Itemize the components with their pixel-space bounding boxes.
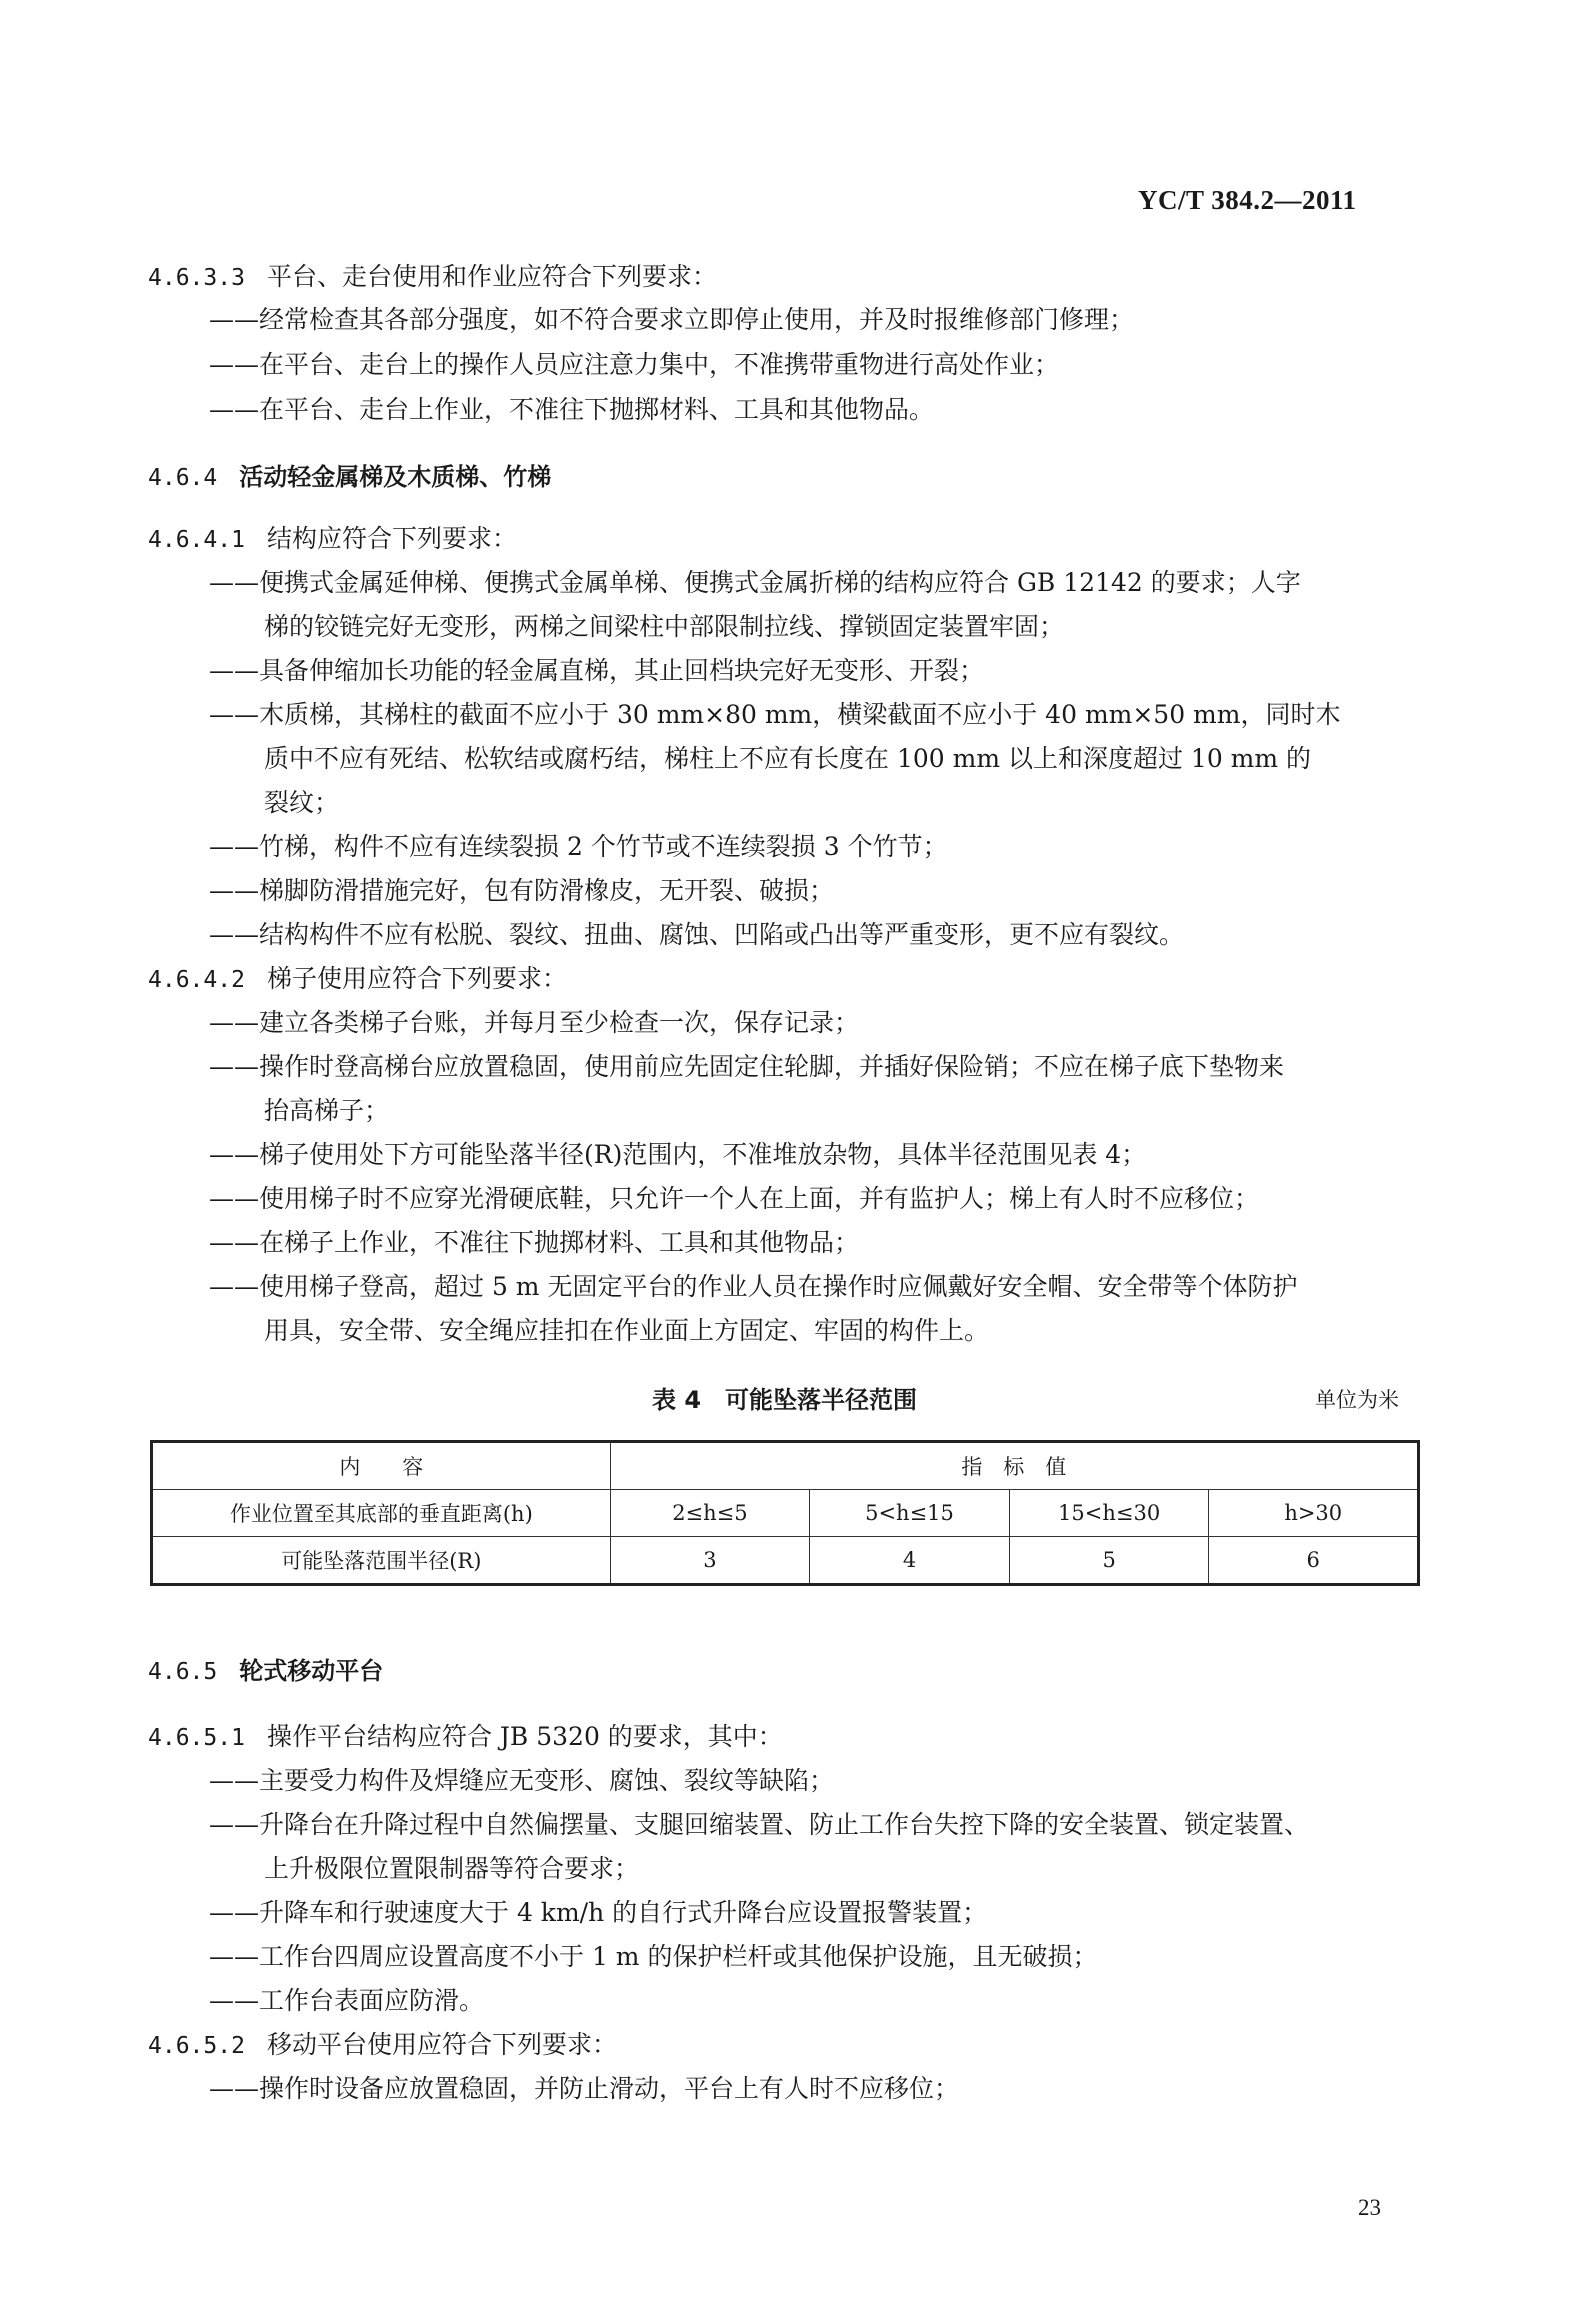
table-unit: 单位为米: [1315, 1388, 1399, 1412]
clause-4-6-4-2: [148, 964, 567, 995]
list-item: ——使用梯子时不应穿光滑硬底鞋，只允许一个人在上面，并有监护人；梯上有人时不应移位；: [209, 1184, 1260, 1213]
list-item: ——升降台在升降过程中自然偏摆量、支腿回缩装置、防止工作台失控下降的安全装置、锁定装置、: [209, 1810, 1310, 1839]
clause-number: 4.6.3.3: [148, 265, 245, 291]
table-cell: 3: [610, 1537, 810, 1585]
list-item-continuation: 质中不应有死结、松软结或腐朽结，梯柱上不应有长度在 100 mm 以上和深度超过 10 mm 的: [264, 744, 1312, 773]
section-number: 4.6.5: [148, 1659, 218, 1685]
table-cell: 5: [1009, 1537, 1209, 1585]
clause-number: 4.6.5.1: [148, 1725, 245, 1751]
list-item: ——操作时设备应放置稳固，并防止滑动，平台上有人时不应移位；: [209, 2074, 960, 2103]
clause-text: 操作平台结构应符合 JB 5320 的要求，其中：: [266, 1722, 783, 1751]
list-item: ——梯脚防滑措施完好，包有防滑橡皮，无开裂、破损；: [209, 876, 835, 905]
clause-text: 移动平台使用应符合下列要求：: [266, 2030, 617, 2059]
clause-number: 4.6.4.1: [148, 527, 245, 553]
list-item: ——工作台表面应防滑。: [209, 1986, 485, 2015]
clause-number: 4.6.5.2: [148, 2033, 245, 2059]
table-row: [152, 1537, 1419, 1585]
table-header-row: [152, 1442, 1419, 1490]
table-cell: 5<h≤15: [810, 1490, 1010, 1537]
table-cell: 2≤h≤5: [610, 1490, 810, 1537]
clause-4-6-5-2: [148, 2030, 617, 2061]
section-heading-4-6-5: [148, 1656, 383, 1687]
list-item: ——木质梯，其梯柱的截面不应小于 30 mm×80 mm，横梁截面不应小于 40 mm×50 mm，同时木: [209, 700, 1341, 729]
clause-text: 平台、走台使用和作业应符合下列要求：: [266, 262, 717, 291]
list-item-continuation: 抬高梯子；: [264, 1096, 390, 1125]
clause-text: 梯子使用应符合下列要求：: [266, 964, 567, 993]
fall-radius-table: [150, 1440, 1420, 1586]
table-caption: 表 4 可能坠落半径范围: [651, 1386, 918, 1414]
list-item-continuation: 上升极限位置限制器等符合要求；: [264, 1854, 640, 1883]
table-row: [152, 1490, 1419, 1537]
list-item: ——主要受力构件及焊缝应无变形、腐蚀、裂纹等缺陷；: [209, 1766, 835, 1795]
table-cell: 15<h≤30: [1009, 1490, 1209, 1537]
list-item: ——在平台、走台上作业，不准往下抛掷材料、工具和其他物品。: [209, 395, 935, 424]
list-item-continuation: 梯的铰链完好无变形，两梯之间梁柱中部限制拉线、撑锁固定装置牢固；: [264, 612, 1065, 641]
list-item: ——使用梯子登高，超过 5 m 无固定平台的作业人员在操作时应佩戴好安全帽、安全带等个体防护: [209, 1272, 1298, 1301]
table-row-label: 可能坠落范围半径(R): [152, 1537, 611, 1585]
list-item: ——经常检查其各部分强度，如不符合要求立即停止使用，并及时报维修部门修理；: [209, 305, 1135, 334]
section-title: 轮式移动平台: [239, 1657, 384, 1685]
list-item: ——竹梯，构件不应有连续裂损 2 个竹节或不连续裂损 3 个竹节；: [209, 832, 948, 861]
page-number: 23: [1358, 2195, 1381, 2220]
clause-number: 4.6.4.2: [148, 967, 245, 993]
list-item: ——便携式金属延伸梯、便携式金属单梯、便携式金属折梯的结构应符合 GB 12142 的要求；人字: [209, 568, 1301, 597]
clause-4-6-4-1: [148, 524, 517, 555]
list-item: ——升降车和行驶速度大于 4 km/h 的自行式升降台应设置报警装置；: [209, 1898, 988, 1927]
section-heading-4-6-4: [148, 462, 551, 493]
section-title: 活动轻金属梯及木质梯、竹梯: [239, 463, 552, 491]
list-item: ——具备伸缩加长功能的轻金属直梯，其止回档块完好无变形、开裂；: [209, 656, 985, 685]
document-code: YC/T 384.2—2011: [1138, 185, 1357, 215]
section-number: 4.6.4: [148, 465, 218, 491]
list-item-continuation: 裂纹；: [264, 788, 340, 817]
table-header-cell: 内 容: [152, 1442, 611, 1490]
table-cell: 6: [1209, 1537, 1419, 1585]
table-header-cell: 指 标 值: [610, 1442, 1418, 1490]
clause-4-6-5-1: [148, 1722, 783, 1753]
clause-text: 结构应符合下列要求：: [266, 524, 517, 553]
table-row-label: 作业位置至其底部的垂直距离(h): [152, 1490, 611, 1537]
clause-4-6-3-3: [148, 262, 717, 293]
list-item: ——结构构件不应有松脱、裂纹、扭曲、腐蚀、凹陷或凸出等严重变形，更不应有裂纹。: [209, 920, 1185, 949]
list-item: ——建立各类梯子台账，并每月至少检查一次，保存记录；: [209, 1008, 860, 1037]
list-item: ——在平台、走台上的操作人员应注意力集中，不准携带重物进行高处作业；: [209, 350, 1060, 379]
list-item: ——操作时登高梯台应放置稳固，使用前应先固定住轮脚，并插好保险销；不应在梯子底下垫物来: [209, 1052, 1285, 1081]
table-cell: h>30: [1209, 1490, 1419, 1537]
table-cell: 4: [810, 1537, 1010, 1585]
list-item-continuation: 用具，安全带、安全绳应挂扣在作业面上方固定、牢固的构件上。: [264, 1316, 990, 1345]
list-item: ——工作台四周应设置高度不小于 1 m 的保护栏杆或其他保护设施，且无破损；: [209, 1942, 1098, 1971]
list-item: ——在梯子上作业，不准往下抛掷材料、工具和其他物品；: [209, 1228, 860, 1257]
list-item: ——梯子使用处下方可能坠落半径(R)范围内，不准堆放杂物，具体半径范围见表 4；: [209, 1140, 1147, 1169]
